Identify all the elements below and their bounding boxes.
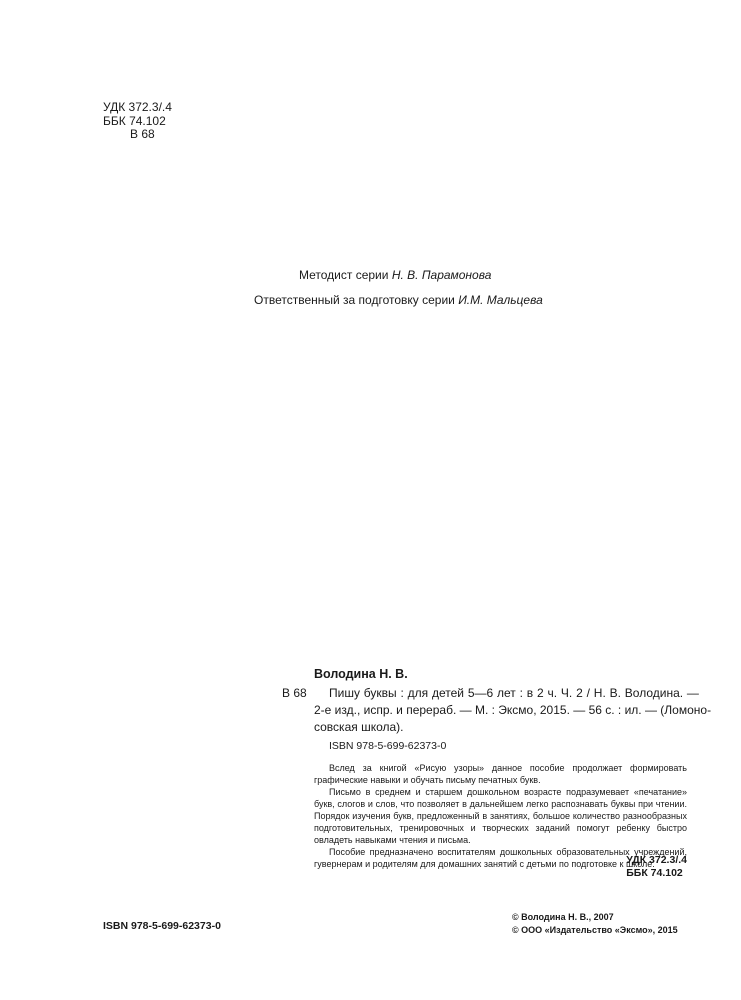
udk-code: УДК 372.3/.4 [103,100,172,114]
record-description-line-1: Пишу буквы : для детей 5—6 лет : в 2 ч. Ч. 2 / Н. В. Володина. — [329,686,699,700]
methodist-name: Н. В. Парамонова [391,268,492,282]
annotation-paragraph-3: Пособие предназначено воспитателям дошкольных образовательных учреждений, гувернерам и родителям для домашних занятий с детьми по подготовке к школе. [314,847,687,869]
responsible-name: И.М. Мальцева [458,293,543,307]
record-description-line-2: 2-е изд., испр. и перераб. — М. : Эксмо, 2015. — 56 с. : ил. — (Ломоно- [314,703,712,717]
record-udk-code: УДК 372.3/.4 [626,854,687,866]
copyright-author: © Володина Н. В., 2007 [512,912,614,922]
methodist-label: Методист серии [299,268,389,282]
responsible-credit [254,293,543,307]
author-sign-code: В 68 [130,127,155,141]
record-codes [626,854,687,880]
classification-block [103,101,172,142]
copyright-publisher: © ООО «Издательство «Эксмо», 2015 [512,924,678,935]
responsible-label: Ответственный за подготовку серии [254,293,455,307]
record-author-sign: В 68 [282,686,307,700]
copyright-block [512,911,678,936]
annotation-paragraph-2: Письмо в среднем и старшем дошкольном возрасте подразумевает «печатание» букв, слогов и слов, что позволяет в дальнейшем легко распознавать буквы при чтении. Порядок изучения букв, предложенный в занятиях, большое количество разнообразных подготовительных, тренировочных и творческих заданий помогут ребенку быстро овладеть навыками чтения и письма. [314,787,687,845]
record-description-line-3: совская школа). [314,720,404,734]
bbk-code: ББК 74.102 [103,113,166,128]
footer-isbn: ISBN 978-5-699-62373-0 [103,920,221,932]
record-bbk-code: ББК 74.102 [626,867,683,879]
methodist-credit [299,268,491,282]
annotation-paragraph-1: Вслед за книгой «Рисую узоры» данное пособие продолжает формировать графические навыки и обучать письму печатных букв. [314,763,687,785]
record-author: Володина Н. В. [314,667,408,681]
record-isbn: ISBN 978-5-699-62373-0 [329,740,447,752]
